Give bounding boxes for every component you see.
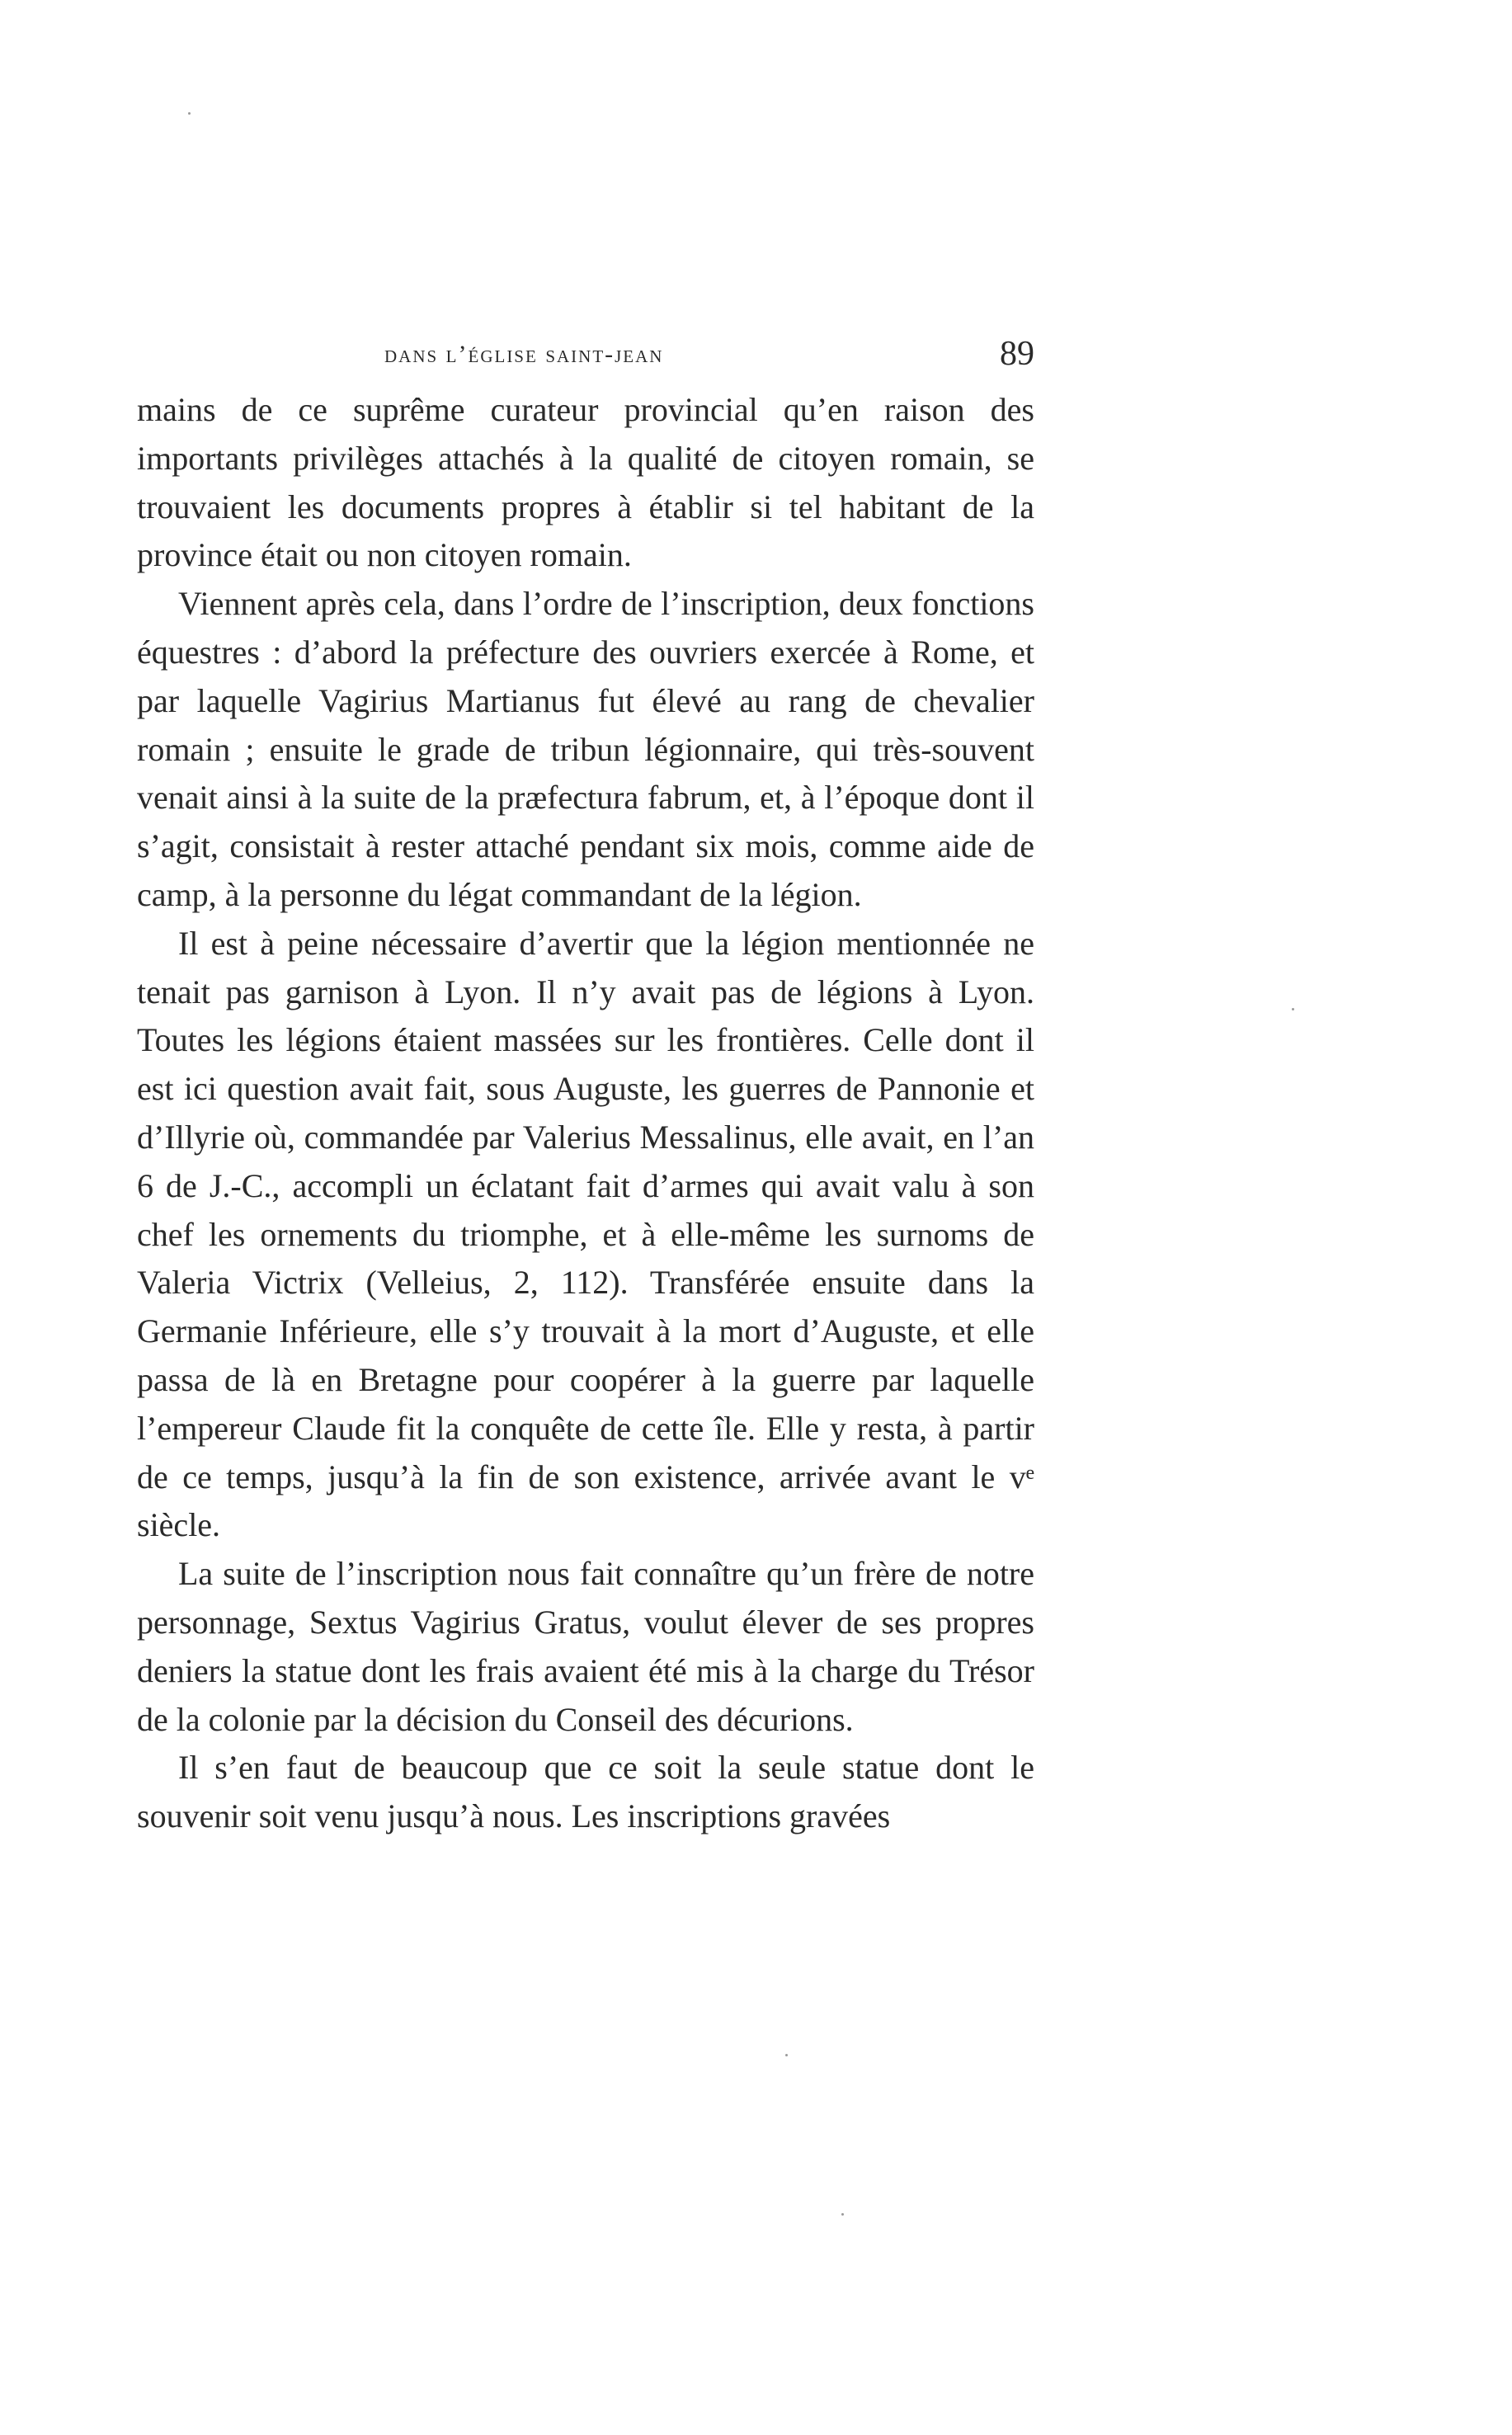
paragraph-continued: mains de ce suprême curateur provincial qu’en raison des importants privilèges attachés à la qualité de citoyen romain, se trouvaient les documents propres à établir si tel habitant de la province était ou non citoyen romain. — [137, 391, 1034, 574]
running-head — [137, 334, 1034, 384]
paragraph: Viennent après cela, dans l’ordre de l’inscription, deux fonctions équestres : d’abord la préfecture des ouvriers exercée à Rome, et par laquelle Vagirius Martianus fut élevé au rang de chevalier romain ; ensuite le grade de tribun légionnaire, qui très-souvent venait ainsi à la suite de la præfectura fabrum, et, à l’époque dont il s’agit, consistait à rester attaché pendant six mois, comme aide de camp, à la personne du légat commandant de la légion. — [137, 585, 1034, 913]
running-title: dans l’église saint-jean — [384, 341, 664, 368]
paper-speck — [188, 112, 191, 115]
paragraph: Il s’en faut de beaucoup que ce soit la seule statue dont le souvenir soit venu jusqu’à nous. Les inscriptions gravées — [137, 1749, 1034, 1835]
paper-speck — [841, 2213, 844, 2216]
paper-speck — [785, 2054, 788, 2056]
paper-speck — [1292, 1008, 1294, 1010]
paragraph: Il est à peine nécessaire d’avertir que la légion mentionnée ne tenait pas garnison à Lyon. Il n’y avait pas de légions à Lyon. Toutes les légions étaient massées sur les frontières. Celle dont il est ici question avait fait, sous Auguste, les guerres de Pannonie et d’Illyrie où, commandée par Valerius Messalinus, elle avait, en l’an 6 de J.-C., accompli un éclatant fait d’armes qui avait valu à son chef les ornements du triomphe, et à elle-même les surnoms de Valeria Victrix (Velleius, 2, 112). Transférée ensuite dans la Germanie Inférieure, elle s’y trouvait à la mort d’Auguste, et elle passa de là en Bretagne pour coopérer à la guerre par laquelle l’empereur Claude fit la conquête de cette île. Elle y resta, à partir de ce temps, jusqu’à la fin de son existence, arrivée avant le vᵉ siècle. — [137, 924, 1034, 1544]
page-number: 89 — [1000, 335, 1034, 373]
paragraph: La suite de l’inscription nous fait connaître qu’un frère de notre personnage, Sextus Vagirius Gratus, voulut élever de ses propres deniers la statue dont les frais avaient été mis à la charge du Trésor de la colonie par la décision du Conseil des décurions. — [137, 1555, 1034, 1738]
body-text — [137, 386, 1034, 1841]
